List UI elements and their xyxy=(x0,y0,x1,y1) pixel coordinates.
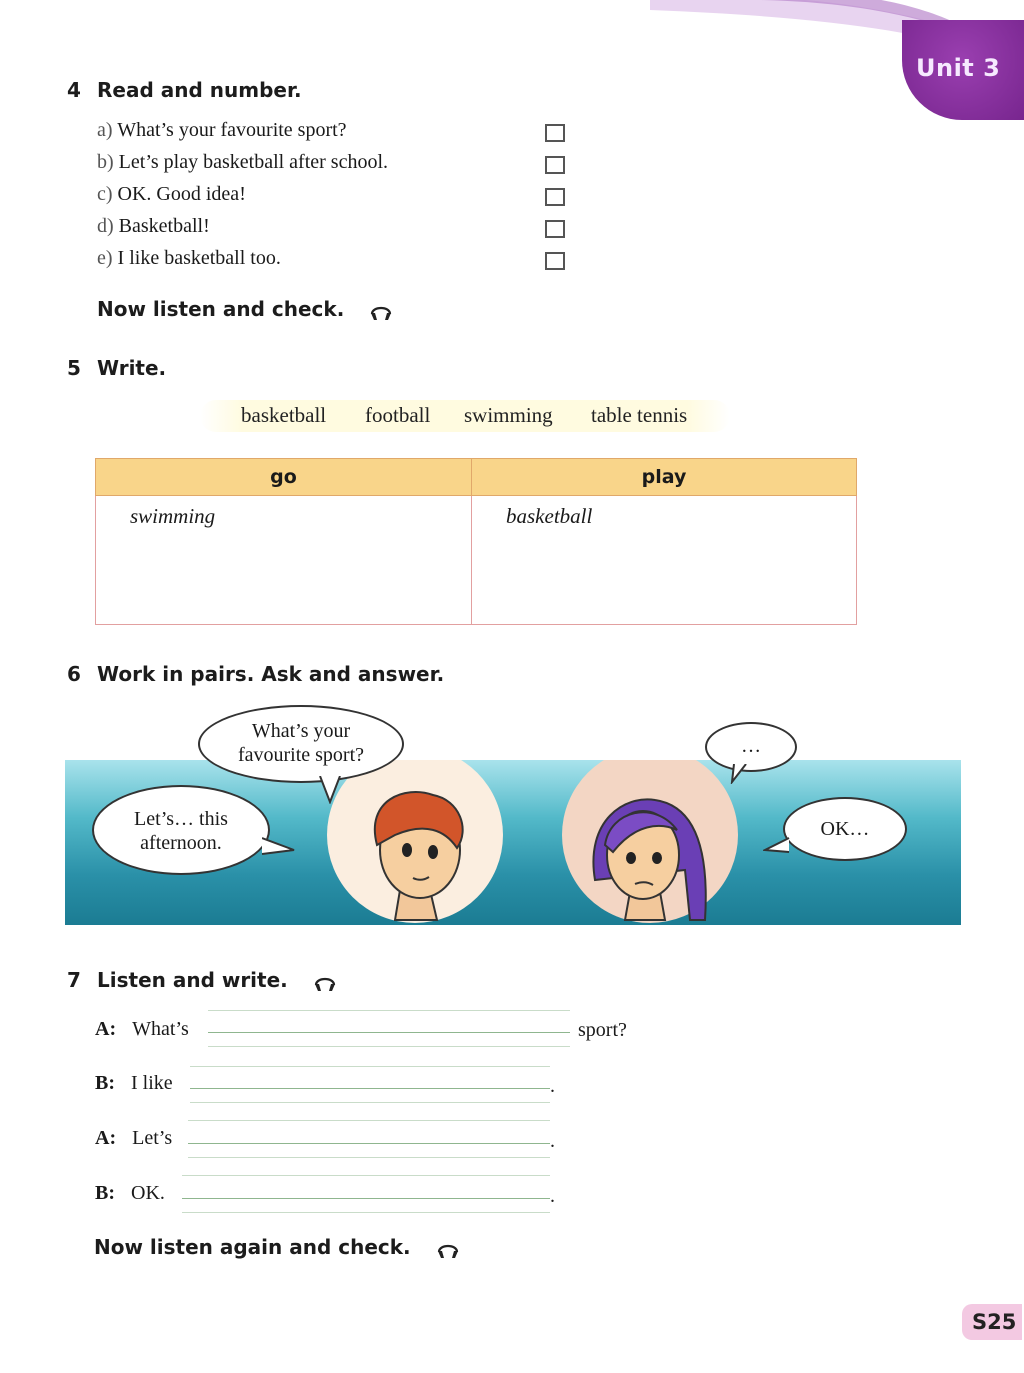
item-letter: a) xyxy=(97,119,113,141)
dialogue-line-2 xyxy=(95,1072,173,1095)
ex4-heading xyxy=(67,78,302,102)
ex7-check-line xyxy=(94,1235,460,1260)
ex4-item-d xyxy=(97,215,210,238)
ex4-item-c xyxy=(97,183,246,206)
play-example: basketball xyxy=(506,504,593,528)
word-bank-item: swimming xyxy=(464,403,553,427)
ex6-title: Work in pairs. Ask and answer. xyxy=(97,662,445,686)
ex7-number: 7 xyxy=(67,968,81,992)
line-start: What’s xyxy=(132,1018,189,1040)
item-letter: d) xyxy=(97,215,114,237)
speaker-label: A: xyxy=(95,1018,117,1040)
dialogue-line-4 xyxy=(95,1182,165,1205)
unit-badge xyxy=(902,20,1024,120)
writing-guide-line xyxy=(190,1066,550,1067)
speaker-label: A: xyxy=(95,1127,117,1149)
line-start: Let’s xyxy=(132,1127,173,1149)
word-bank-item: table tennis xyxy=(591,403,688,427)
speaker-label: B: xyxy=(95,1072,115,1094)
headphones-icon xyxy=(369,300,393,322)
writing-guide-line xyxy=(208,1046,570,1047)
go-example: swimming xyxy=(130,504,216,528)
bubble-ellipsis-text: … xyxy=(741,735,761,757)
ex7-heading xyxy=(67,968,337,993)
ex6-heading xyxy=(67,662,444,686)
item-text: What’s your favourite sport? xyxy=(117,119,347,141)
ex4-check-text: Now listen and check. xyxy=(97,297,345,321)
bubble-reply-text: OK… xyxy=(820,818,870,840)
number-box-c[interactable] xyxy=(545,188,565,206)
writing-guide-line xyxy=(188,1120,550,1121)
line-end: . xyxy=(550,1130,555,1152)
bubble-suggest-line1: Let’s… this xyxy=(134,808,228,830)
unit-label: Unit 3 xyxy=(916,54,1001,82)
ex4-number: 4 xyxy=(67,78,81,102)
dialogue-line-3 xyxy=(95,1127,172,1150)
bubble-question-line2: favourite sport? xyxy=(237,744,365,766)
speaker-label: B: xyxy=(95,1182,115,1204)
writing-guide-line xyxy=(190,1102,550,1103)
word-bank xyxy=(200,400,730,432)
go-play-table xyxy=(95,458,857,625)
ex4-title: Read and number. xyxy=(97,78,302,102)
column-header-go: go xyxy=(96,459,472,496)
line-start: I like xyxy=(131,1072,173,1094)
ex5-title: Write. xyxy=(97,356,167,380)
bubble-ellipsis-tail xyxy=(730,764,752,784)
item-text: OK. Good idea! xyxy=(117,183,246,205)
number-box-e[interactable] xyxy=(545,252,565,270)
answer-line-4[interactable] xyxy=(182,1198,550,1199)
bubble-reply xyxy=(783,797,907,861)
word-bank-item: basketball xyxy=(241,403,327,427)
page-number-tab xyxy=(962,1304,1022,1340)
answer-line-2[interactable] xyxy=(190,1088,550,1089)
number-box-a[interactable] xyxy=(545,124,565,142)
ex7-title: Listen and write. xyxy=(97,968,288,992)
line-end: . xyxy=(550,1185,555,1207)
ex6-number: 6 xyxy=(67,662,81,686)
line-start: OK. xyxy=(131,1182,165,1204)
item-text: Basketball! xyxy=(118,215,210,237)
writing-guide-line xyxy=(182,1212,550,1213)
item-text: Let’s play basketball after school. xyxy=(118,151,389,173)
writing-guide-line xyxy=(182,1175,550,1176)
bubble-question-tail xyxy=(318,776,348,804)
item-letter: e) xyxy=(97,247,113,269)
writing-guide-line xyxy=(188,1157,550,1158)
item-letter: b) xyxy=(97,151,114,173)
line-end: . xyxy=(550,1075,555,1097)
headphones-icon xyxy=(436,1238,460,1260)
ex4-item-e xyxy=(97,247,281,270)
play-column-cell[interactable] xyxy=(472,496,857,625)
number-box-b[interactable] xyxy=(545,156,565,174)
ex7-check-text: Now listen again and check. xyxy=(94,1235,411,1259)
ex5-heading xyxy=(67,356,166,380)
answer-line-1[interactable] xyxy=(208,1032,570,1033)
item-text: I like basketball too. xyxy=(117,247,281,269)
ex5-number: 5 xyxy=(67,356,81,380)
bubble-suggest-line2: afternoon. xyxy=(140,832,222,854)
bubble-suggest-tail xyxy=(262,836,296,858)
item-letter: c) xyxy=(97,183,113,205)
ex4-item-a xyxy=(97,119,347,142)
page-number: S25 xyxy=(972,1310,1017,1334)
number-box-d[interactable] xyxy=(545,220,565,238)
go-column-cell[interactable] xyxy=(96,496,472,625)
column-header-play: play xyxy=(472,459,857,496)
dialogue-line-1 xyxy=(95,1018,189,1041)
ex4-item-b xyxy=(97,151,388,174)
line-end: sport? xyxy=(578,1019,627,1041)
bubble-suggest xyxy=(92,785,270,875)
writing-guide-line xyxy=(208,1010,570,1011)
ex4-check-line xyxy=(97,297,393,322)
answer-line-3[interactable] xyxy=(188,1143,550,1144)
word-bank-item: football xyxy=(365,403,431,427)
bubble-reply-tail xyxy=(763,836,791,856)
bubble-question-line1: What’s your xyxy=(251,720,351,742)
bubble-question xyxy=(198,705,404,783)
headphones-icon xyxy=(313,971,337,993)
